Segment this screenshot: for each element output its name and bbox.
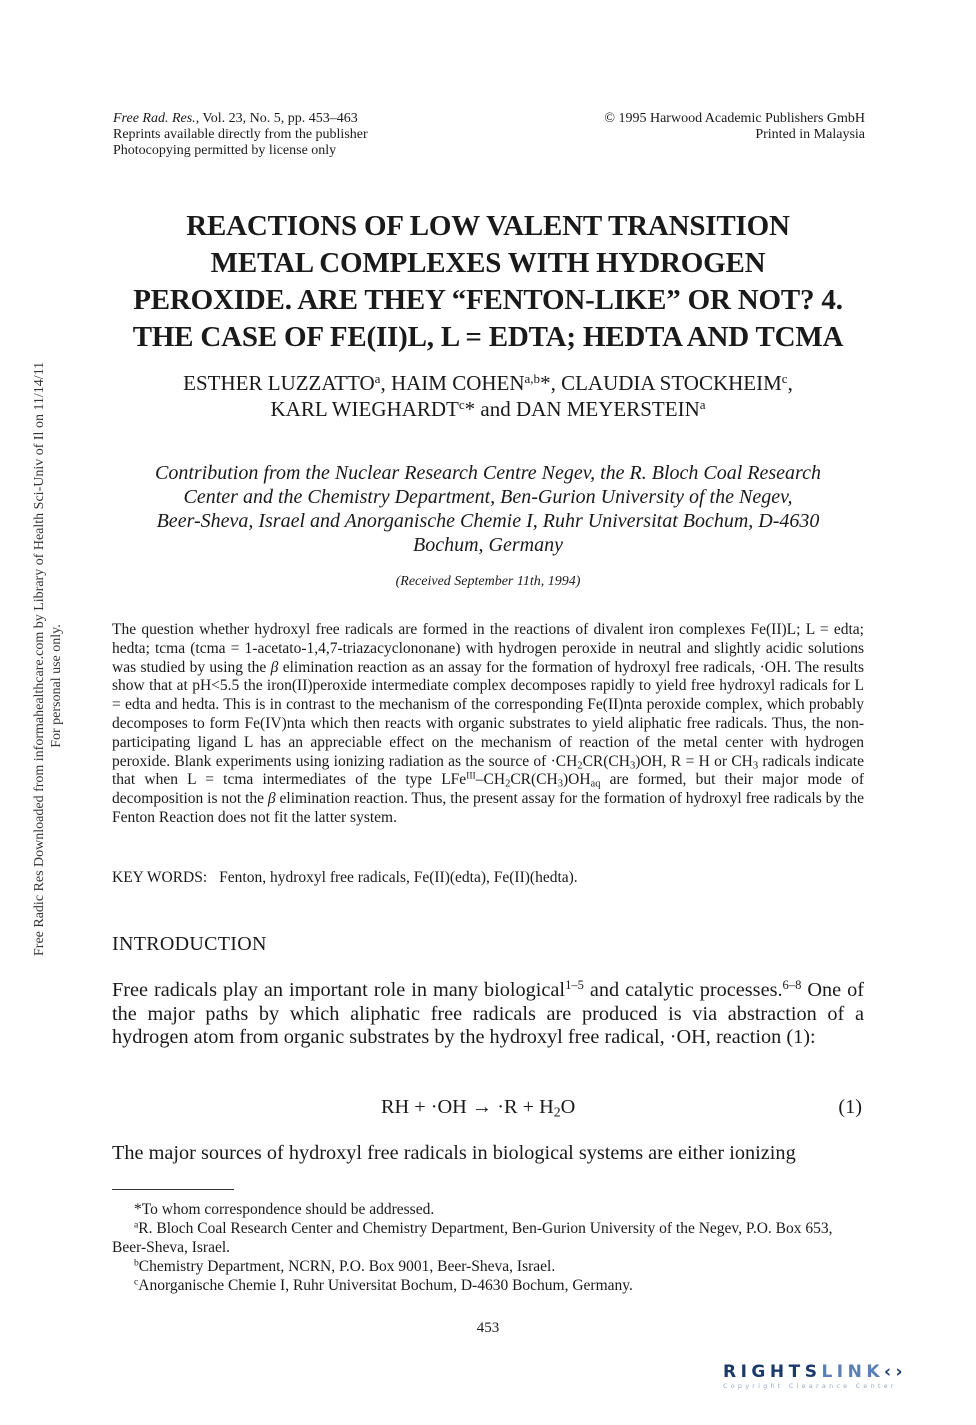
author-name: *, CLAUDIA STOCKHEIM (540, 371, 782, 395)
affiliation-mark: a,b (524, 370, 541, 386)
affiliation-line: Contribution from the Nuclear Research Centre Negev, the R. Bloch Coal Research (155, 462, 821, 484)
author-list (80, 370, 896, 422)
abstract-paragraph: The question whether hydroxyl free radicals are formed in the reactions of divalent iron complexes Fe(II)L; L = edta; hedta; tcma (tcma = 1-acetato-1,4,7-triazacyclononane) with hydrogen peroxide in neutral and slightly acidic solutions was studied by using the β elimination reaction as an assay for the formation of hydroxyl free radicals, ·OH. The results show that at pH<5.5 the iron(II)peroxide intermediate complex decomposes rapidly to yield free hydroxyl radicals for L = edta and hedta. This is in contrast to the mechanism of the corresponding Fe(II)nta peroxide complex, which probably decomposes to form Fe(IV)nta which then reacts with organic substrates to yield aliphatic free radicals. Thus, the non-participating ligand L has an appreciable effect on the mechanism of reaction of the metal center with hydrogen peroxide. Blank experiments using ionizing radiation as the source of $\cdot CH_2CR(CH_3)OH$, R = H or $CH_3$ radicals indicate that when L = tcma intermediates of the type $LFe^{III}-CH_2CR(CH_3)OH_{aq}$ are formed, but their major mode of decomposition is not the β elimination reaction. Thus, the present assay for the formation of hydroxyl free radicals by the Fenton Reaction does not fit the latter system. (112, 621, 865, 826)
affiliation-line: Center and the Chemistry Department, Ben-Gurion University of the Negev, (183, 486, 793, 508)
journal-name: Free Rad. Res. (113, 111, 196, 126)
download-watermark (31, 361, 65, 956)
page-number: 453 (476, 1320, 500, 1336)
footnote-divider (112, 1189, 234, 1190)
author-name: , HAIM COHEN (380, 371, 525, 395)
title-line: REACTIONS OF LOW VALENT TRANSITION (186, 210, 790, 242)
rightslink-logo[interactable] (723, 1362, 907, 1390)
footnote: $^b$Chemistry Department, NCRN, P.O. Box 9001, Beer-Sheva, Israel. (134, 1257, 556, 1275)
title-line: PEROXIDE. ARE THEY “FENTON-LIKE” OR NOT? 4. (133, 284, 843, 316)
affiliation-mark: c (781, 370, 788, 386)
footnote: *To whom correspondence should be addressed. (134, 1201, 435, 1218)
abstract (112, 621, 864, 828)
affiliation-block (110, 461, 866, 557)
photocopy-note: Photocopying permitted by license only (113, 143, 337, 158)
footnote: $^a$R. Bloch Coal Research Center and Chemistry Department, Ben-Gurion University of the Negev, P.O. Box 653, Beer-Sheva, Israel. (112, 1219, 833, 1256)
author-name: * and DAN MEYERSTEIN (464, 397, 700, 421)
received-date: (Received September 11th, 1994) (395, 574, 581, 589)
keywords-label: KEY WORDS: (112, 869, 208, 886)
intro-paragraph-2: The major sources of hydroxyl free radicals in biological systems are either ionizing (112, 1142, 796, 1164)
copyright-note: © 1995 Harwood Academic Publishers GmbH (604, 111, 865, 126)
equation-number: (1) (838, 1096, 862, 1118)
affiliation-mark: a (374, 370, 381, 386)
section-heading: INTRODUCTION (112, 933, 267, 955)
journal-citation (113, 111, 368, 127)
affiliation-mark: c (458, 396, 465, 412)
author-line-2 (80, 396, 896, 422)
journal-header-left (113, 111, 368, 159)
title-line: METAL COMPLEXES WITH HYDROGEN (210, 247, 766, 279)
keywords-text: Fenton, hydroxyl free radicals, Fe(II)(edta), Fe(II)(hedta). (219, 869, 578, 886)
keywords (112, 869, 578, 887)
footnote: $^c$Anorganische Chemie I, Ruhr Universitat Bochum, D-4630 Bochum, Germany. (134, 1276, 633, 1294)
author-name: KARL WIEGHARDT (270, 397, 459, 421)
author-line-1 (80, 370, 896, 396)
author-separator: , (787, 371, 793, 395)
journal-volume: , Vol. 23, No. 5, pp. 453–463 (195, 111, 358, 126)
download-note-line1: Free Radic Res Downloaded from informahealthcare.com by Library of Health Sci-Univ of Il on 11/14/11 (32, 361, 47, 956)
affiliation-line: Bochum, Germany (413, 534, 563, 556)
printed-note: Printed in Malaysia (755, 127, 865, 142)
rightslink-wordmark: RIGHTSLINK‹› (723, 1362, 908, 1382)
reprints-note: Reprints available directly from the publisher (113, 127, 368, 142)
journal-header-right (604, 111, 865, 143)
author-name: ESTHER LUZZATTO (183, 371, 375, 395)
affiliation-mark: a (699, 396, 706, 412)
chevron-icon: ‹› (884, 1362, 908, 1382)
intro-paragraph: Free radicals play an important role in many biological$^{1-5}$ and catalytic processes.$^{6-8}$ One of the major paths by which aliphatic free radicals are produced is via abstraction of a hydrogen atom from organic substrates by the hydroxyl free radical, ·OH, reaction (1): (112, 978, 864, 1048)
download-note-line2: For personal use only. (49, 624, 64, 748)
affiliation-line: Beer-Sheva, Israel and Anorganische Chemie I, Ruhr Universitat Bochum, D-4630 (156, 510, 820, 532)
equation-expression: RH + $\cdot OH \to \cdot R + H_2O$ (381, 1096, 576, 1120)
footnotes (112, 1200, 864, 1295)
paper-title (80, 208, 896, 356)
rightslink-tagline: Copyright Clearance Center (723, 1382, 897, 1390)
title-line: THE CASE OF FE(II)L, L = EDTA; HEDTA AND TCMA (132, 321, 844, 353)
